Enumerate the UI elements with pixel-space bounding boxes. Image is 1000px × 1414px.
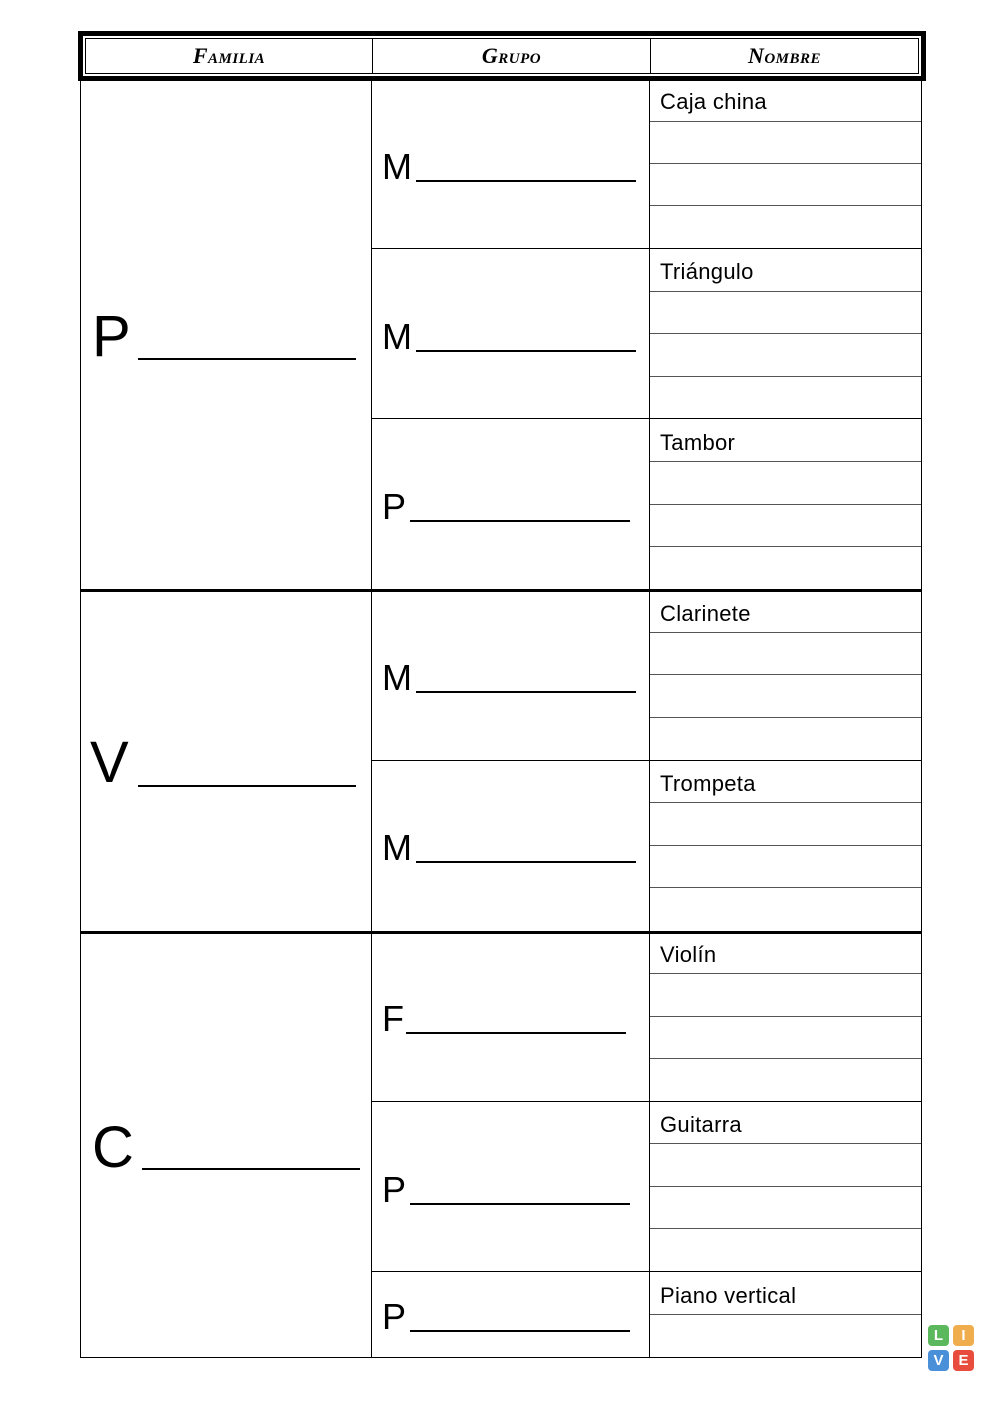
family-blank[interactable] (142, 1168, 360, 1170)
group-blank[interactable] (416, 691, 636, 693)
instrument-name: Guitarra (660, 1112, 742, 1137)
group-letter: M (382, 316, 412, 357)
group-blank[interactable] (410, 1330, 630, 1332)
group-blank[interactable] (410, 1203, 630, 1205)
column-divider (371, 81, 372, 1358)
group-blank[interactable] (410, 520, 630, 522)
header-grupo: Grupo (481, 43, 542, 68)
name-line (650, 205, 921, 206)
header-nombre: Nombre (747, 43, 822, 68)
name-line (650, 674, 921, 675)
name-line (650, 887, 921, 888)
name-line (650, 504, 921, 505)
instrument-name: Piano vertical (660, 1283, 797, 1308)
group-letter: M (382, 827, 412, 868)
family-blank[interactable] (138, 358, 356, 360)
name-line (650, 632, 921, 633)
group-letter: F (382, 998, 404, 1039)
family-divider (80, 589, 922, 592)
name-line (650, 461, 921, 462)
group-letter: M (382, 657, 412, 698)
group-blank[interactable] (416, 350, 636, 352)
group-letter: M (382, 146, 412, 187)
name-line (650, 802, 921, 803)
group-blank[interactable] (416, 180, 636, 182)
family-blank[interactable] (138, 785, 356, 787)
group-letter: P (382, 1169, 407, 1210)
group-blank[interactable] (416, 861, 636, 863)
liveworksheets-logo (928, 1325, 974, 1371)
table-border-right (921, 81, 922, 1358)
table-border-left (80, 81, 81, 1358)
group-blank[interactable] (406, 1032, 626, 1034)
name-line (650, 1016, 921, 1017)
instrument-name: Violín (660, 942, 717, 967)
name-line (650, 1186, 921, 1187)
group-divider (371, 1101, 922, 1102)
group-letter: P (382, 1296, 407, 1337)
family-letter: P (92, 304, 131, 369)
instrument-name: Caja china (660, 89, 767, 114)
column-divider (649, 81, 650, 1358)
header-familia: Familia (192, 43, 266, 68)
instrument-name: Triángulo (660, 259, 754, 284)
instrument-name: Clarinete (660, 601, 751, 626)
name-line (650, 717, 921, 718)
name-line (650, 845, 921, 846)
group-divider (371, 1271, 922, 1272)
name-line (650, 1228, 921, 1229)
family-divider (80, 931, 922, 934)
group-letter: P (382, 486, 407, 527)
name-line (650, 973, 921, 974)
logo-letter: E (953, 1350, 974, 1371)
instrument-name: Tambor (660, 430, 736, 455)
name-line (650, 163, 921, 164)
table-header-inner (85, 38, 919, 74)
logo-letter: I (953, 1325, 974, 1346)
name-line (650, 333, 921, 334)
family-letter: C (92, 1115, 134, 1180)
name-line (650, 1314, 921, 1315)
table-header (78, 31, 926, 81)
name-line (650, 121, 921, 122)
instrument-name: Trompeta (660, 771, 756, 796)
family-letter: V (90, 730, 129, 795)
name-line (650, 376, 921, 377)
table-border-bottom (80, 1357, 922, 1358)
group-divider (371, 248, 922, 249)
name-line (650, 1058, 921, 1059)
group-divider (371, 760, 922, 761)
group-divider (371, 418, 922, 419)
name-line (650, 1143, 921, 1144)
name-line (650, 546, 921, 547)
logo-letter: L (928, 1325, 949, 1346)
name-line (650, 291, 921, 292)
logo-letter: V (928, 1350, 949, 1371)
